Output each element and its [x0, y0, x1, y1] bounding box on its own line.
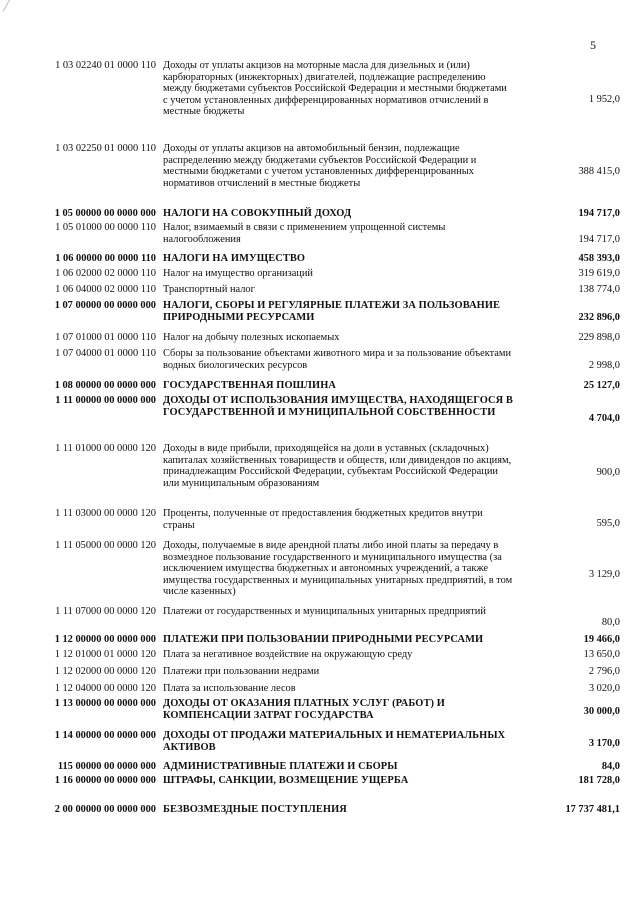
- row-amount: 13 650,0: [583, 649, 620, 660]
- row-code: 1 07 04000 01 0000 110: [55, 348, 156, 359]
- row-amount: 25 127,0: [583, 380, 620, 391]
- row-description: ДОХОДЫ ОТ ИСПОЛЬЗОВАНИЯ ИМУЩЕСТВА, НАХОДЯЩЕГОСЯ В ГОСУДАРСТВЕННОЙ И МУНИЦИПАЛЬНОЙ СОБСТВЕННОСТИ: [163, 395, 513, 418]
- row-description: Платежи при пользовании недрами: [163, 666, 320, 677]
- row-code: 1 07 00000 00 0000 000: [54, 300, 156, 311]
- row-amount: 19 466,0: [583, 634, 620, 645]
- row-description: НАЛОГИ, СБОРЫ И РЕГУЛЯРНЫЕ ПЛАТЕЖИ ЗА ПОЛЬЗОВАНИЕ ПРИРОДНЫМИ РЕСУРСАМИ: [163, 300, 501, 323]
- row-description: Проценты, полученные от предоставления бюджетных кредитов внутри страны: [163, 508, 483, 531]
- row-code: 1 06 02000 02 0000 110: [55, 268, 156, 279]
- row-amount: 181 728,0: [578, 775, 620, 786]
- row-description: Плата за использование лесов: [163, 683, 296, 694]
- row-code: 1 12 01000 01 0000 120: [54, 649, 156, 660]
- row-description: Налог на имущество организаций: [163, 268, 313, 279]
- row-code: 1 12 02000 00 0000 120: [54, 666, 156, 677]
- row-description: ШТРАФЫ, САНКЦИИ, ВОЗМЕЩЕНИЕ УЩЕРБА: [163, 775, 409, 786]
- row-description: Транспортный налог: [163, 284, 255, 295]
- corner-mark: [3, 0, 23, 19]
- row-amount: 194 717,0: [578, 234, 620, 245]
- row-description: АДМИНИСТРАТИВНЫЕ ПЛАТЕЖИ И СБОРЫ: [163, 761, 398, 772]
- row-amount: 17 737 481,1: [565, 804, 620, 815]
- row-amount: 194 717,0: [578, 208, 620, 219]
- row-amount: 3 020,0: [588, 683, 620, 694]
- row-amount: 232 896,0: [578, 312, 620, 323]
- row-code: 1 11 00000 00 0000 000: [55, 395, 156, 406]
- row-code: 1 12 00000 00 0000 000: [54, 634, 156, 645]
- row-amount: 229 898,0: [578, 332, 620, 343]
- row-amount: 1 952,0: [588, 94, 620, 105]
- row-amount: 319 619,0: [578, 268, 620, 279]
- row-amount: 30 000,0: [583, 706, 620, 717]
- row-amount: 80,0: [601, 617, 620, 628]
- row-description: Налог на добычу полезных ископаемых: [163, 332, 340, 343]
- row-amount: 900,0: [596, 467, 620, 478]
- row-description: Доходы от уплаты акцизов на моторные масла для дизельных и (или) карбюраторных (инжекторных) двигателей, подлежащие распределению между бюджетами субъектов Российской Федерации и местными бюджетами с учетом установленных дифференцированных нормативов отчислений в местные бюджеты: [163, 60, 507, 118]
- row-description: ДОХОДЫ ОТ ОКАЗАНИЯ ПЛАТНЫХ УСЛУГ (РАБОТ) И КОМПЕНСАЦИИ ЗАТРАТ ГОСУДАРСТВА: [163, 698, 445, 721]
- row-description: Доходы от уплаты акцизов на автомобильный бензин, подлежащие распределению между бюджетами субъектов Российской Федерации и местными бюджетами с учетом установленных дифференцированных нормативов отчислений в местные бюджеты: [163, 143, 477, 189]
- row-amount: 458 393,0: [578, 253, 620, 264]
- page-number: 5: [590, 38, 596, 52]
- row-code: 1 03 02240 01 0000 110: [55, 60, 156, 71]
- row-amount: 138 774,0: [578, 284, 620, 295]
- row-code: 1 12 04000 00 0000 120: [54, 683, 156, 694]
- row-description: ПЛАТЕЖИ ПРИ ПОЛЬЗОВАНИИ ПРИРОДНЫМИ РЕСУРСАМИ: [163, 634, 484, 645]
- row-description: ДОХОДЫ ОТ ПРОДАЖИ МАТЕРИАЛЬНЫХ И НЕМАТЕРИАЛЬНЫХ АКТИВОВ: [163, 730, 506, 753]
- row-code: 1 13 00000 00 0000 000: [54, 698, 156, 709]
- row-code: 2 00 00000 00 0000 000: [54, 804, 156, 815]
- row-code: 1 11 01000 00 0000 120: [55, 443, 156, 454]
- row-description: Плата за негативное воздействие на окружающую среду: [163, 649, 413, 660]
- row-code: 1 14 00000 00 0000 000: [54, 730, 156, 741]
- row-amount: 84,0: [601, 761, 620, 772]
- row-code: 1 11 05000 00 0000 120: [55, 540, 156, 551]
- row-amount: 2 796,0: [588, 666, 620, 677]
- row-description: Сборы за пользование объектами животного мира и за пользование объектами водных биологических ресурсов: [163, 348, 512, 371]
- row-description: НАЛОГИ НА СОВОКУПНЫЙ ДОХОД: [163, 208, 352, 219]
- row-description: НАЛОГИ НА ИМУЩЕСТВО: [163, 253, 306, 264]
- row-code: 1 05 00000 00 0000 000: [54, 208, 156, 219]
- row-code: 1 11 07000 00 0000 120: [55, 606, 156, 617]
- row-amount: 4 704,0: [588, 413, 620, 424]
- row-code: 1 03 02250 01 0000 110: [55, 143, 156, 154]
- row-amount: 388 415,0: [578, 166, 620, 177]
- row-description: ГОСУДАРСТВЕННАЯ ПОШЛИНА: [163, 380, 336, 391]
- row-description: Доходы, получаемые в виде арендной платы либо иной платы за передачу в возмездное пользование государственного и муниципального имущества (за исключением имущества бюджетных и автономных учреждений, а также имущества государственных и муниципальных унитарных предприятий, в том числе казенных): [163, 540, 513, 598]
- row-code: 1 05 01000 00 0000 110: [55, 222, 156, 233]
- row-amount: 3 129,0: [588, 569, 620, 580]
- row-code: 1 06 04000 02 0000 110: [55, 284, 156, 295]
- row-description: Платежи от государственных и муниципальных унитарных предприятий: [163, 606, 486, 617]
- row-amount: 2 998,0: [588, 360, 620, 371]
- row-code: 1 07 01000 01 0000 110: [55, 332, 156, 343]
- row-code: 1 11 03000 00 0000 120: [55, 508, 156, 519]
- row-amount: 3 170,0: [588, 738, 620, 749]
- row-description: Налог, взимаемый в связи с применением упрощенной системы налогообложения: [163, 222, 446, 245]
- row-description: БЕЗВОЗМЕЗДНЫЕ ПОСТУПЛЕНИЯ: [163, 804, 347, 815]
- row-code: 1 16 00000 00 0000 000: [54, 775, 156, 786]
- row-amount: 595,0: [596, 518, 620, 529]
- row-code: 1 06 00000 00 0000 110: [55, 253, 156, 264]
- row-description: Доходы в виде прибыли, приходящейся на доли в уставных (складочных) капиталах хозяйственных товариществ и обществ, или дивидендов по акциям, принадлежащим Российской Федерации, субъектам Российской Федерации или муниципальным образованиям: [163, 443, 512, 489]
- row-code: 1 08 00000 00 0000 000: [54, 380, 156, 391]
- row-code: 115 00000 00 0000 000: [57, 761, 156, 772]
